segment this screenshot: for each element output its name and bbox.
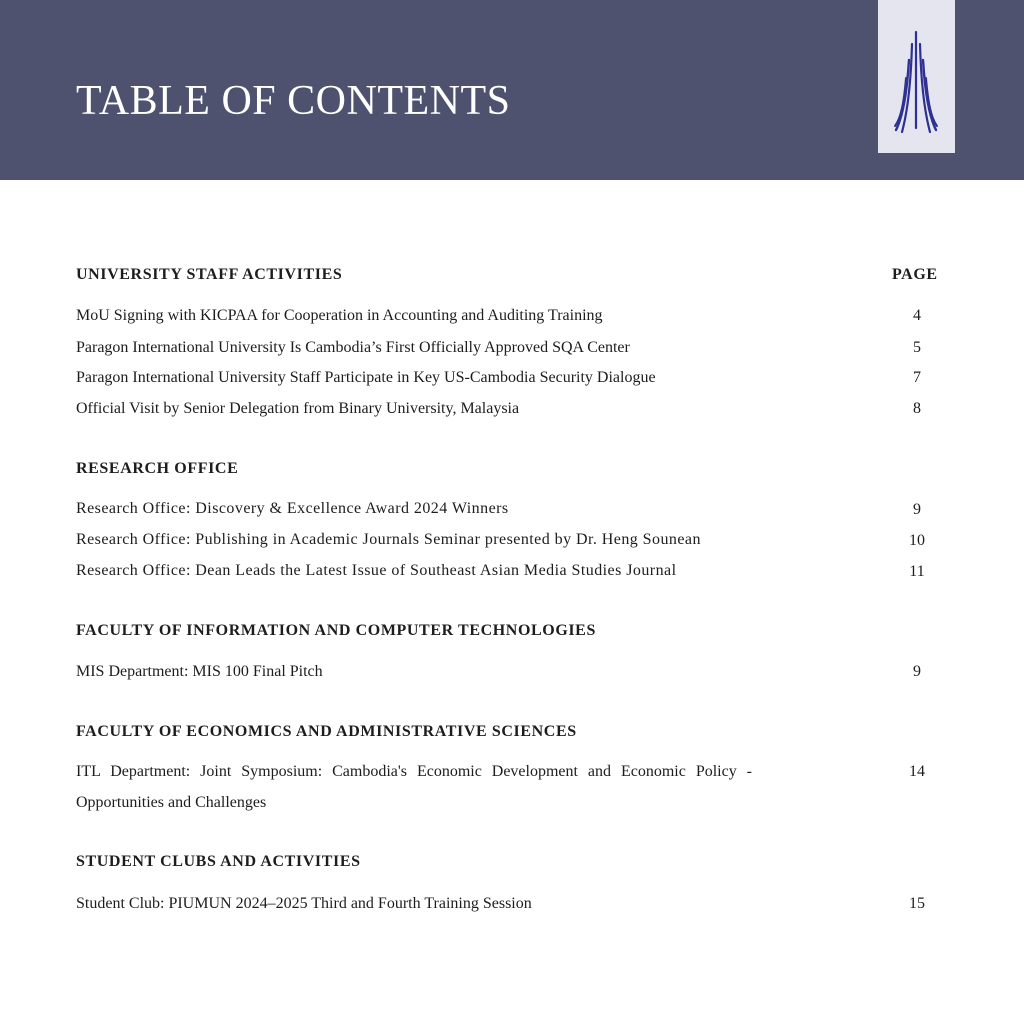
section-heading-student-clubs: STUDENT CLUBS AND ACTIVITIES xyxy=(76,853,361,870)
university-tower-logo-icon xyxy=(878,0,955,153)
header-band xyxy=(0,0,1024,180)
section-heading-faculty-ict: FACULTY OF INFORMATION AND COMPUTER TECHNOLOGIES xyxy=(76,622,596,639)
page-title: TABLE OF CONTENTS xyxy=(76,78,511,124)
page-column-label: PAGE xyxy=(892,266,938,283)
logo-box xyxy=(878,0,955,153)
toc-entry-title[interactable]: Official Visit by Senior Delegation from Binary University, Malaysia xyxy=(76,400,520,417)
toc-entry-page: 15 xyxy=(909,895,925,912)
section-heading-university-staff: UNIVERSITY STAFF ACTIVITIES xyxy=(76,266,343,283)
toc-entry-page: 4 xyxy=(913,307,921,324)
toc-entry-title[interactable]: MIS Department: MIS 100 Final Pitch xyxy=(76,663,323,680)
toc-entry-page: 5 xyxy=(913,339,921,356)
toc-entry-page: 14 xyxy=(909,763,925,780)
toc-entry-title[interactable]: Research Office: Publishing in Academic Journals Seminar presented by Dr. Heng Sounean xyxy=(76,531,701,548)
toc-entry-page: 10 xyxy=(909,532,925,549)
section-heading-research-office: RESEARCH OFFICE xyxy=(76,460,239,477)
toc-entry-title[interactable]: Research Office: Dean Leads the Latest Issue of Southeast Asian Media Studies Journal xyxy=(76,562,677,579)
toc-entry-page: 9 xyxy=(913,663,921,680)
toc-entry-title[interactable]: Research Office: Discovery & Excellence Award 2024 Winners xyxy=(76,500,509,517)
toc-entry-page: 7 xyxy=(913,369,921,386)
toc-entry-page: 11 xyxy=(909,563,925,580)
toc-entry-page: 8 xyxy=(913,400,921,417)
toc-entry-title[interactable]: Paragon International University Staff Participate in Key US-Cambodia Security Dialogue xyxy=(76,369,656,386)
toc-entry-title[interactable]: Student Club: PIUMUN 2024–2025 Third and Fourth Training Session xyxy=(76,895,532,912)
toc-entry-page: 9 xyxy=(913,501,921,518)
toc-entry-title[interactable]: MoU Signing with KICPAA for Cooperation in Accounting and Auditing Training xyxy=(76,307,603,324)
section-heading-faculty-economics: FACULTY OF ECONOMICS AND ADMINISTRATIVE SCIENCES xyxy=(76,723,577,740)
toc-entry-title[interactable]: Paragon International University Is Cambodia’s First Officially Approved SQA Center xyxy=(76,339,630,356)
toc-entry-title[interactable]: ITL Department: Joint Symposium: Cambodia's Economic Development and Economic Policy - Opportunities and Challenges xyxy=(76,763,752,811)
